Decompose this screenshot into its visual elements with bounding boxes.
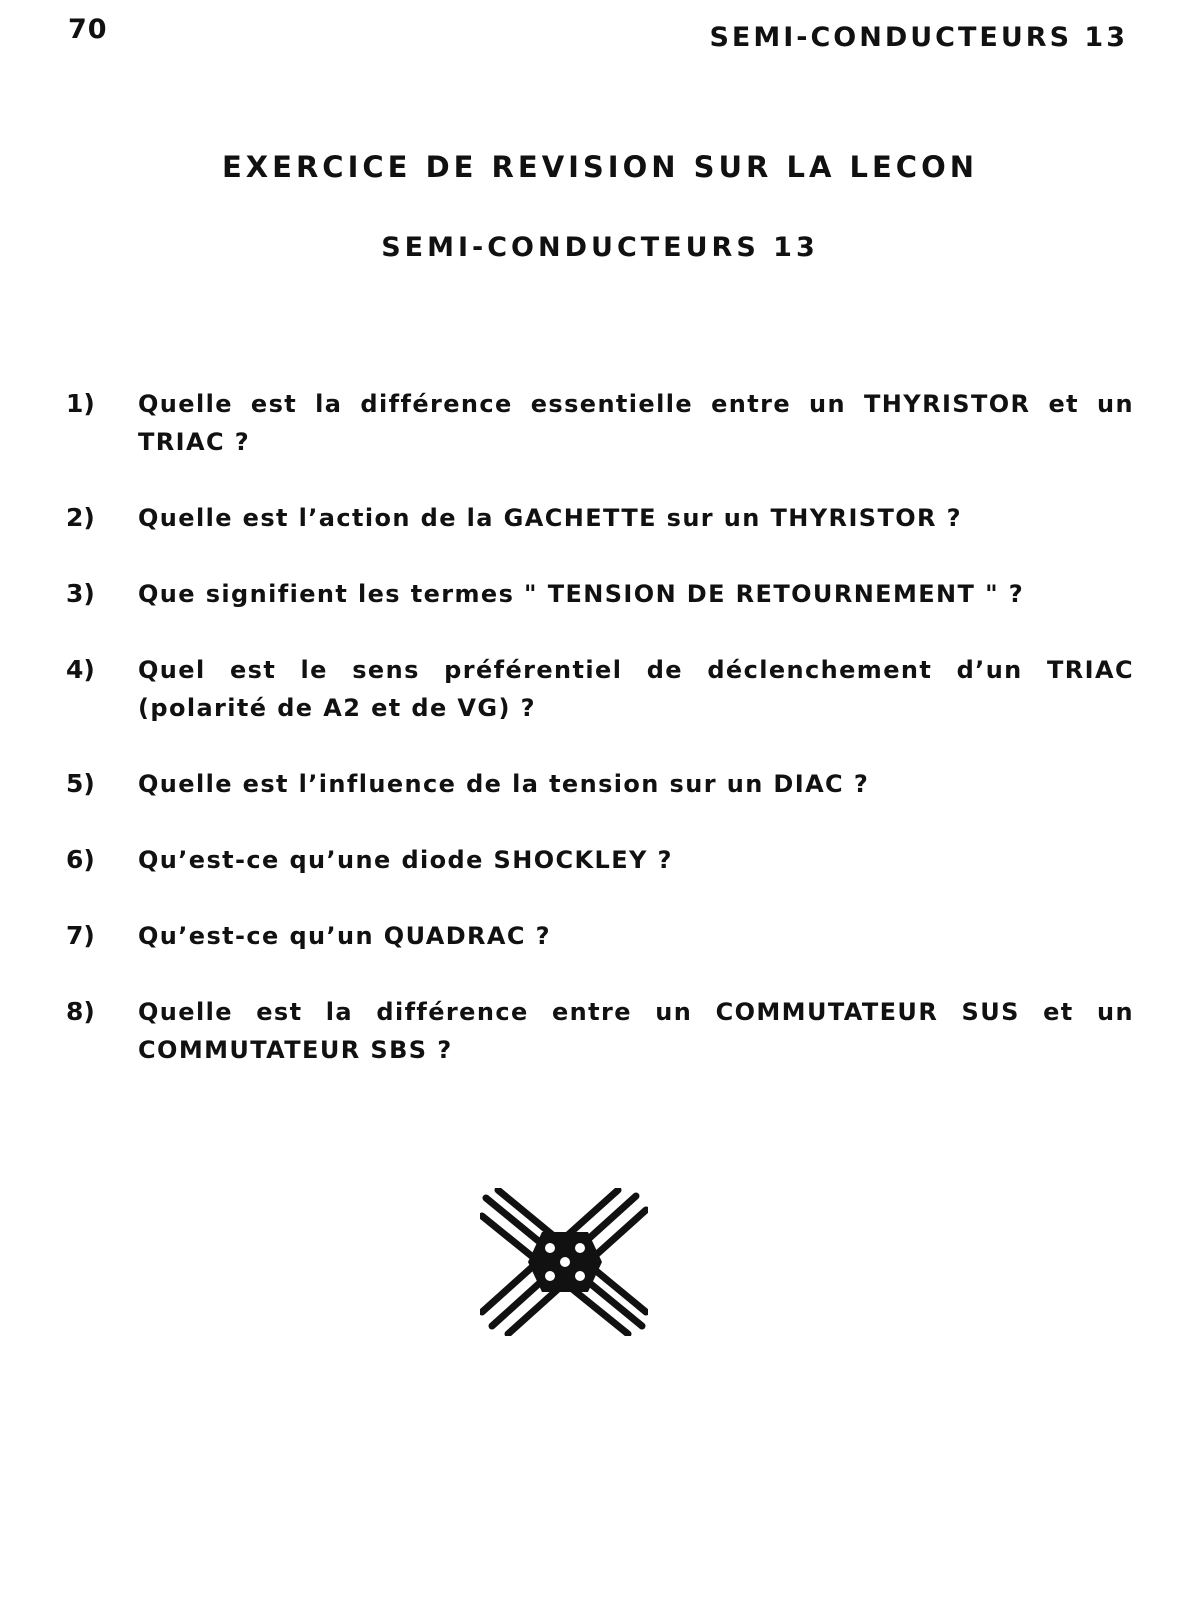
question-text: Quelle est la différence essentielle entre un THYRISTOR et un TRIAC ? — [138, 390, 1134, 456]
question-number: 1) — [66, 389, 95, 418]
question-text: Quel est le sens préférentiel de déclenchement d’un TRIAC (polarité de A2 et de VG) ? — [138, 656, 1134, 722]
question-item — [66, 765, 1134, 803]
question-number: 4) — [66, 655, 95, 684]
exercise-subtitle: SEMI-CONDUCTEURS 13 — [381, 232, 819, 263]
question-number: 8) — [66, 997, 95, 1026]
page-number: 70 — [68, 14, 108, 45]
question-number: 3) — [66, 579, 95, 608]
question-number: 7) — [66, 921, 95, 950]
question-item — [66, 841, 1134, 879]
question-text: Quelle est la différence entre un COMMUTATEUR SUS et un COMMUTATEUR SBS ? — [138, 998, 1134, 1064]
question-text: Que signifient les termes " TENSION DE RETOURNEMENT " ? — [138, 580, 1025, 608]
question-text: Qu’est-ce qu’un QUADRAC ? — [138, 922, 551, 950]
question-text: Qu’est-ce qu’une diode SHOCKLEY ? — [138, 846, 673, 874]
question-item — [66, 651, 1134, 727]
exercise-title: EXERCICE DE REVISION SUR LA LECON — [222, 150, 978, 184]
running-header: SEMI-CONDUCTEURS 13 — [709, 22, 1128, 53]
question-text: Quelle est l’action de la GACHETTE sur un THYRISTOR ? — [138, 504, 962, 532]
question-item — [66, 993, 1134, 1069]
question-number: 5) — [66, 769, 95, 798]
question-item — [66, 575, 1134, 613]
question-item — [66, 385, 1134, 461]
question-number: 2) — [66, 503, 95, 532]
question-item — [66, 499, 1134, 537]
question-item — [66, 917, 1134, 955]
question-list — [66, 385, 1134, 1069]
question-number: 6) — [66, 845, 95, 874]
question-text: Quelle est l’influence de la tension sur un DIAC ? — [138, 770, 870, 798]
crosshatch-ornament-icon — [480, 1188, 648, 1336]
